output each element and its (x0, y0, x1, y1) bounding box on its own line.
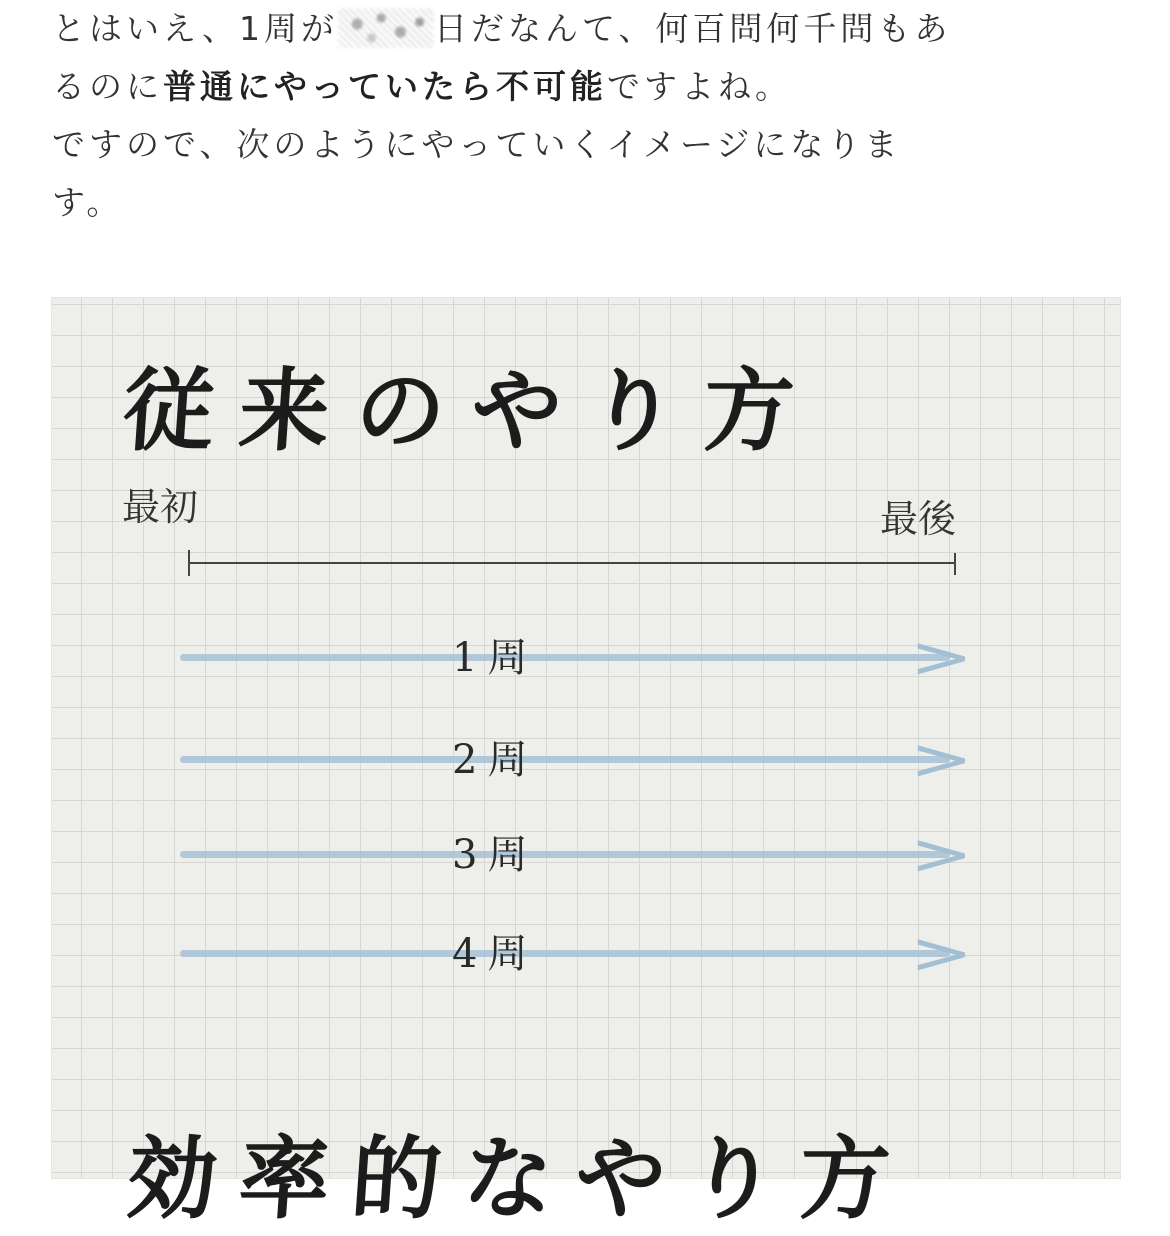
timeline-end-tick (954, 553, 956, 575)
lap-label-3: 3周 (452, 832, 538, 878)
timeline-line (188, 562, 956, 564)
arrow-head-icon: > (910, 919, 974, 987)
text-segment: 日だなんて、何百問何千問もあ (433, 9, 952, 48)
arrow-shaft (180, 756, 950, 763)
text-segment: 1周が (238, 9, 338, 48)
timeline-start-label: 最初 (122, 485, 199, 529)
timeline-end-label: 最後 (880, 497, 957, 541)
lap-arrow-2 (180, 725, 974, 793)
text-segment: ですよね。 (607, 67, 792, 106)
lap-arrow-3 (180, 820, 974, 888)
text-segment: るのに (52, 67, 163, 106)
timeline-start-tick (188, 550, 190, 576)
paragraph-line-4: す。 (52, 183, 124, 222)
figure-title-efficient: 効率的なやり方 (123, 1126, 916, 1232)
article-body (52, 0, 1122, 232)
arrow-shaft (180, 950, 950, 957)
lap-arrow-1 (180, 623, 974, 691)
arrow-head-icon: > (910, 725, 974, 793)
paragraph-line-1 (52, 0, 1122, 58)
lap-arrow-4 (180, 919, 974, 987)
bold-emphasis: 普通にやっていたら不可能 (163, 67, 607, 106)
handwritten-notebook-image (52, 298, 1120, 1232)
redacted-number (338, 8, 434, 48)
lap-label-2: 2周 (452, 737, 538, 783)
text-segment: とはいえ、 (52, 9, 239, 48)
paragraph-line-3: ですので、次のようにやっていくイメージになりま (52, 125, 902, 164)
arrow-head-icon: > (910, 623, 974, 691)
paragraph-line-2 (52, 58, 1122, 116)
figure-title-conventional: 従来のやり方 (119, 358, 824, 464)
arrow-head-icon: > (910, 820, 974, 888)
lap-label-4: 4周 (452, 931, 538, 977)
arrow-shaft (180, 654, 950, 661)
arrow-shaft (180, 851, 950, 858)
lap-label-1: 1周 (452, 635, 538, 681)
